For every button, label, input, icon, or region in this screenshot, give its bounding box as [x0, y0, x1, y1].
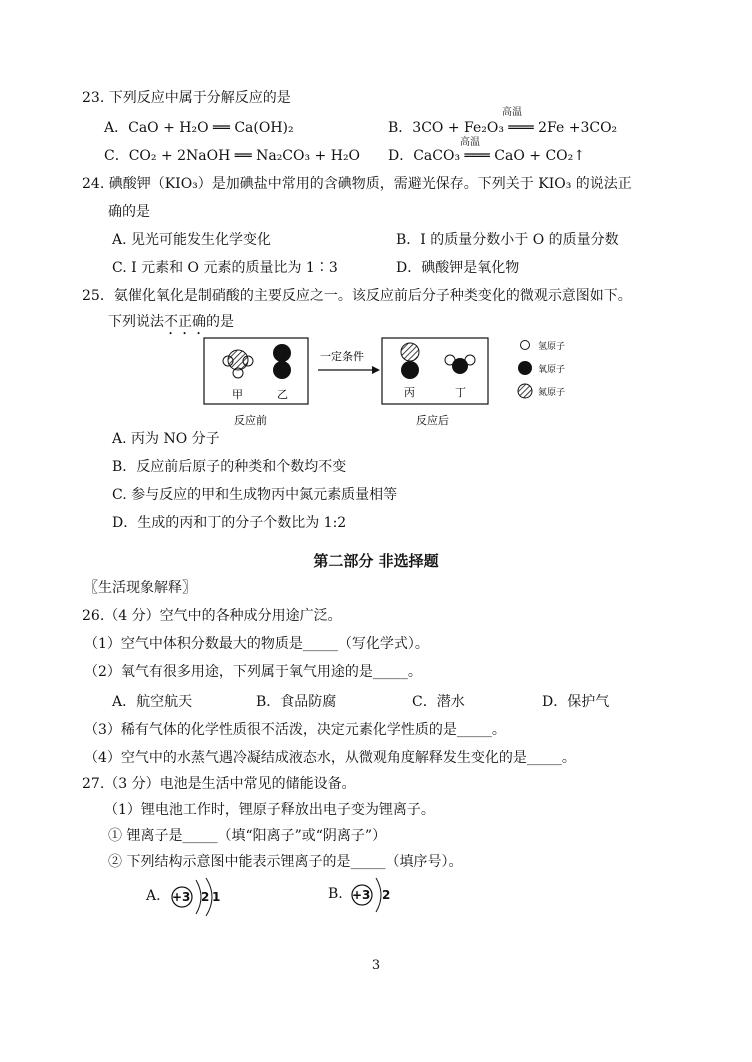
q26-option-a: A．航空航天	[112, 694, 193, 710]
legend-oxygen-icon	[518, 361, 532, 375]
figure-a-label: A.	[146, 888, 161, 904]
q26-sub1: （1）空气中体积分数最大的物质是_____（写化学式）。	[84, 636, 429, 652]
legend-nitrogen: 氮原子	[538, 388, 566, 398]
q26-sub4: （4）空气中的水蒸气遇冷凝结成液态水，从微观角度解释发生变化的是_____。	[84, 750, 576, 766]
q23-option-c: C．CO₂ + 2NaOH ══ Na₂CO₃ + H₂O	[104, 148, 361, 164]
q24-option-a: A. 见光可能发生化学变化	[112, 232, 272, 248]
q23-option-b-condition: 高温	[502, 107, 522, 118]
q25-stem-cont: 下列说法不正确的是	[108, 314, 234, 330]
legend-hydrogen-icon	[521, 341, 530, 350]
q24-option-b: B．I 的质量分数小于 O 的质量分数	[396, 232, 619, 248]
q26-sub2: （2）氧气有很多用途，下列属于氧气用途的是_____。	[84, 664, 422, 680]
reaction-micro-diagram	[200, 336, 590, 428]
label-ding: 丁	[455, 386, 466, 399]
q23-option-a: A．CaO + H₂O ══ Ca(OH)₂	[104, 120, 294, 136]
q25-option-a: A. 丙为 NO 分子	[112, 431, 220, 447]
q27-sub1-q2: ② 下列结构示意图中能表示锂离子的是_____（填序号）。	[108, 854, 463, 870]
figure-b-label: B.	[328, 886, 343, 902]
label-bing: 丙	[404, 386, 415, 399]
before-box	[204, 338, 308, 404]
q26-option-b: B．食品防腐	[256, 694, 337, 710]
no-molecule	[401, 343, 419, 379]
water-molecule	[445, 355, 475, 374]
part2-title: 第二部分 非选择题	[313, 552, 439, 570]
q26-option-d: D．保护气	[542, 694, 610, 710]
page-number: 3	[371, 958, 381, 973]
ammonia-molecule	[223, 350, 253, 378]
caption-after: 反应后	[416, 414, 449, 427]
q23-stem: 23. 下列反应中属于分解反应的是	[82, 90, 291, 106]
q23-option-b: B．3CO + Fe₂O₃ ═══ 2Fe +3CO₂	[388, 120, 618, 136]
section-label: 〖生活现象解释〗	[84, 580, 196, 596]
q23-option-d-condition: 高温	[460, 137, 480, 148]
legend-hydrogen: 氢原子	[538, 342, 566, 352]
q25-stem: 25．氨催化氧化是制硝酸的主要反应之一。该反应前后分子种类变化的微观示意图如下。	[82, 288, 632, 304]
q27-sub1-q1: ① 锂离子是_____（填“阳离子”或“阴离子”）	[108, 828, 387, 844]
figure-a-nucleus: +3	[172, 890, 191, 904]
figure-b-shell1: 2	[382, 888, 391, 902]
label-jia: 甲	[232, 388, 243, 401]
q25-option-b: B．反应前后原子的种类和个数均不变	[112, 459, 347, 475]
caption-before: 反应前	[234, 414, 267, 427]
q27-sub1: （1）锂电池工作时，锂原子释放出电子变为锂离子。	[104, 802, 435, 818]
shell-arc-1	[376, 878, 381, 912]
after-box	[382, 338, 488, 404]
label-yi: 乙	[277, 388, 288, 401]
legend-nitrogen-icon	[518, 384, 532, 398]
q24-option-c: C. I 元素和 O 元素的质量比为 1∶3	[112, 260, 338, 276]
q24-stem-cont: 确的是	[108, 204, 150, 220]
q26-sub3: （3）稀有气体的化学性质很不活泼，决定元素化学性质的是_____。	[84, 722, 506, 738]
oxygen-molecule	[273, 344, 291, 379]
q24-option-d: D．碘酸钾是氧化物	[396, 260, 520, 276]
legend-oxygen: 氧原子	[538, 365, 566, 375]
q25-option-c: C. 参与反应的甲和生成物丙中氮元素质量相等	[112, 487, 398, 503]
q27-stem: 27.（3 分）电池是生活中常见的储能设备。	[82, 776, 356, 792]
figure-b-nucleus: +3	[352, 888, 371, 902]
q24-stem: 24. 碘酸钾（KIO₃）是加碘盐中常用的含碘物质，需避光保存。下列关于 KIO₃ 的说法正	[82, 176, 632, 192]
q26-stem: 26.（4 分）空气中的各种成分用途广泛。	[82, 608, 342, 624]
q25-option-d: D．生成的丙和丁的分子个数比为 1:2	[112, 515, 347, 531]
emphasis-not-correct: 不正确	[164, 314, 206, 330]
q23-option-d: D．CaCO₃ ═══ CaO + CO₂↑	[388, 148, 585, 164]
figure-a-shell1: 2	[201, 890, 210, 904]
figure-a-shell2: 1	[212, 890, 221, 904]
q26-option-c: C．潜水	[412, 694, 465, 710]
arrow-condition: 一定条件	[320, 350, 364, 363]
